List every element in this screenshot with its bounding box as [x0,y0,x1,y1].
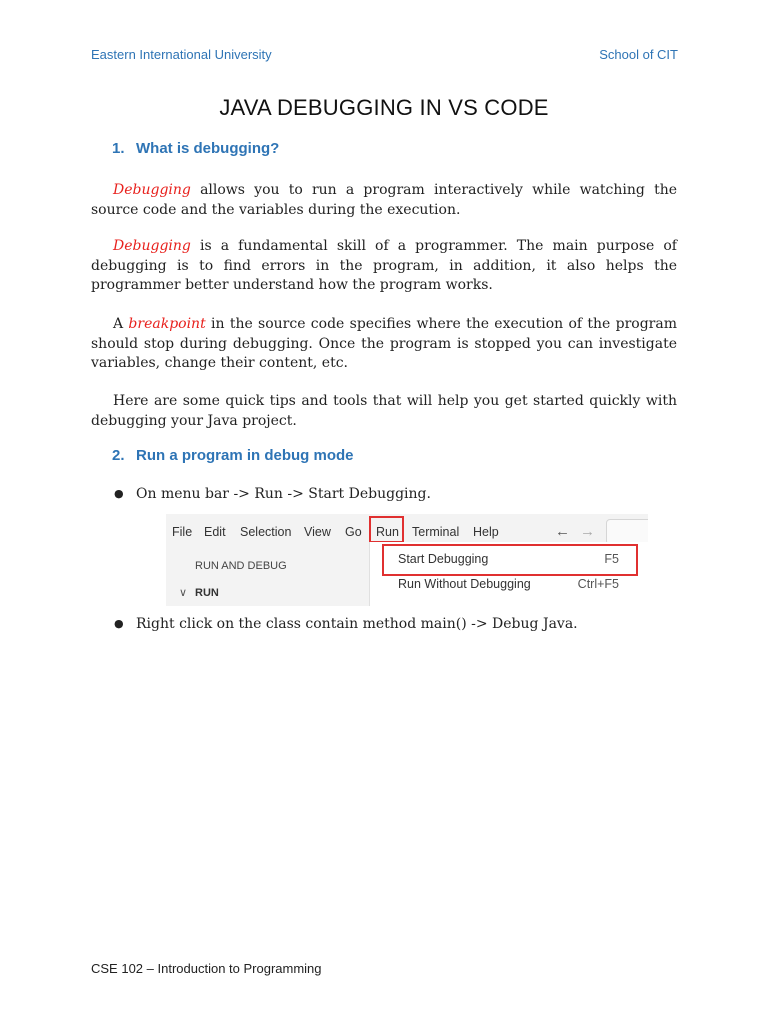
menu-edit[interactable]: Edit [204,525,226,539]
paragraph-text: allows you to run a program interactively while watching the source code and the variables during the execution. [91,182,677,218]
section-heading-1 [112,140,279,157]
back-arrow-icon[interactable]: ← [555,523,570,540]
paragraph-tips [91,392,677,431]
paragraph-debugging-intro [91,181,677,220]
menu-go[interactable]: Go [345,525,362,539]
section-number: 2. [112,447,125,464]
header-school: School of CIT [599,47,678,62]
bullet-text: On menu bar -> Run -> Start Debugging. [136,486,431,502]
start-debugging-highlight-box [382,544,638,576]
menu-terminal[interactable]: Terminal [412,525,460,539]
menu-item-run-without-debugging[interactable]: Run Without Debugging [398,577,531,591]
run-highlight-box [369,516,404,543]
forward-arrow-icon[interactable]: → [580,523,595,540]
menu-selection[interactable]: Selection [240,525,292,539]
sidebar-run-section[interactable] [179,586,219,599]
menu-help[interactable]: Help [473,525,499,539]
shortcut-run-without-debugging: Ctrl+F5 [577,577,619,591]
bullet-icon: ● [114,617,124,630]
shortcut-start-debugging: F5 [604,552,619,566]
section-number: 1. [112,140,125,157]
highlight-term: breakpoint [128,316,206,332]
footer-course: CSE 102 – Introduction to Programming [91,961,322,976]
menu-file[interactable]: File [172,525,193,539]
sidebar-run-label: RUN [195,587,219,599]
bullet-item [114,486,431,502]
vscode-menu-screenshot [166,514,648,606]
paragraph-breakpoint [91,315,677,374]
bullet-text: Right click on the class contain method main() -> Debug Java. [136,616,578,632]
highlight-term: Debugging [113,238,191,254]
header-university: Eastern International University [91,47,272,62]
section-heading-2 [112,447,354,464]
sidebar-title: RUN AND DEBUG [195,560,287,572]
paragraph-debugging-skill [91,237,677,296]
highlight-term: Debugging [113,182,191,198]
run-debug-sidebar [166,550,368,606]
menu-item-start-debugging[interactable]: Start Debugging [398,552,489,566]
section-title: Run a program in debug mode [136,447,354,464]
chevron-down-icon: ∨ [179,587,188,599]
paragraph-text: in the source code specifies where the execution of the program should stop during debugging. Once the program is stopped you can investigate variables, change their content, etc. [91,316,677,371]
menu-run[interactable]: Run [376,525,399,539]
paragraph-lead: A [113,316,129,332]
bullet-item [114,616,578,632]
paragraph-text: is a fundamental skill of a programmer. The main purpose of debugging is to find errors in the program, in addition, it also helps the programmer better understand how the program works. [91,238,677,293]
page-title: JAVA DEBUGGING IN VS CODE [219,95,549,120]
bullet-icon: ● [114,487,124,500]
menu-view[interactable]: View [304,525,331,539]
section-title: What is debugging? [136,140,280,157]
paragraph-text: Here are some quick tips and tools that will help you get started quickly with debugging your Java project. [91,393,677,429]
